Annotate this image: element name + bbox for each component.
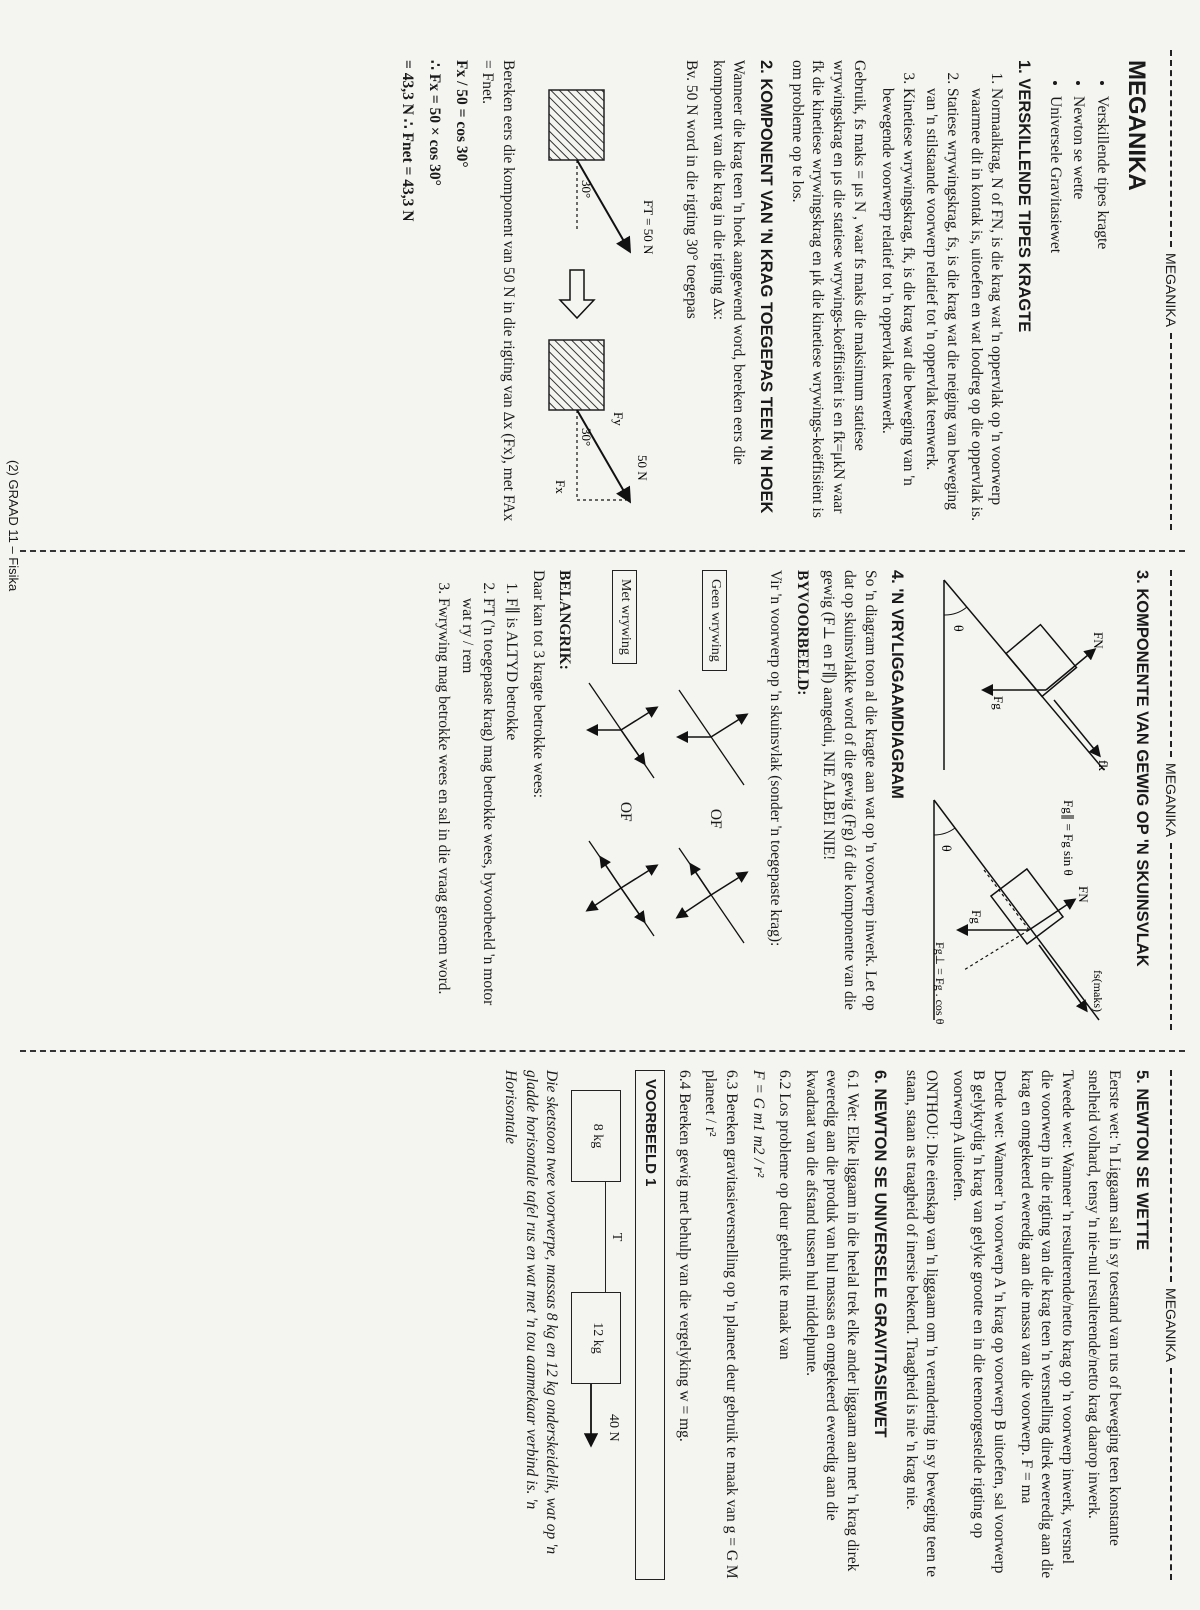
component-diagram [524,60,674,520]
example-1-box: VOORBEELD 1 [635,1070,665,1580]
header-center [1160,570,1182,1030]
theta-label-left: θ [950,625,966,632]
example-text: Vir 'n voorwerp op 'n skuinsvlak (sonder 'n toegepaste krag): [767,570,785,947]
applied-force-arrow [577,160,629,250]
section-1-title: 1. VERSKILLENDE TIPES KRAGTE [1015,60,1034,333]
section-4-text: So 'n diagram toon al die kragte aan wat op 'n voorwerp inwerk. Let op dat op skuinsvlakke word of die gewig (Fg) óf die komponente van die gewig (F⊥ en F∥) aangedui, NIE ALBEI NIE! [820,570,879,1011]
50n-label: 50 N [635,455,651,481]
incline-block-left [1006,625,1076,697]
header-right [1160,1070,1182,1580]
column-1 [30,60,1152,530]
tension-label: T [609,1232,625,1242]
force-types-list [877,60,1007,530]
section-6-title: 6. NEWTON SE UNIVERSELE GRAVITASIEWET [870,1070,889,1438]
fn-label-right: FN [1076,886,1092,903]
force-type-item: 1. Normaalkrag, N of FN, is die krag wat 'n oppervlak op 'n voorwerp waarmee dit in kontak is, uitoefen en wat loodreg op die oppervlak is. [965,88,1006,530]
fk-label-left: fk [1096,760,1112,771]
mass-block-1: 8 kg [571,1090,621,1182]
topic-item: • Verskillende tipes kragte [1091,96,1112,530]
section-2-title: 2. KOMPONENT VAN 'N KRAG TOEGEPAS TEEN 'N HOEK [757,60,776,514]
important-item: 1. F∥ is ALTYD betrokke [501,598,522,1030]
no-friction-row [674,570,754,1030]
force-type-item: 3. Kinetiese wrywingskrag, fk, is die krag wat die beweging van 'n bewegende voorwerp relatief tot 'n oppervlak teenwerk. [877,88,918,530]
section-4-title: 4. 'N VRYLIGGAAMDIAGRAM [888,570,907,799]
second-law: Tweede wet: Wanneer 'n resulterende/netto krag op 'n voorwerp inwerk, versnel die voorwerp in die rigting van die krag teen 'n versnelling direk eweredig aan die krag en omgekeerd eweredig aan die massa van die voorwerp. F = ma [1017,1070,1076,1579]
header-right-text: MEGANIKA [1163,1288,1179,1362]
fs-maks-label: fs(maks) [1091,970,1106,1012]
important-item: 2. FT ('n toegepaste krag) mag betrokke wees, byvoorbeeld 'n motor wat ry / rem [456,598,497,1030]
fg-perp-line [964,930,1029,970]
third-law: Derde wet: Wanneer 'n voorwerp A 'n krag op voorwerp B uitoefen, sal voorwerp B gelyktydig 'n krag van gelyke grootte en in die teenoorgestelde rigting op voorwerp A uitoefen. [949,1070,1009,1574]
formula-6-2: F = G m1 m2 / r² [749,1070,767,1178]
fbd-friction-2 [584,836,664,946]
mass-block-2: 12 kg [571,1292,621,1384]
fs-arrow-right [1039,945,1086,1010]
fbd-friction-1 [584,678,664,788]
calc-line-1: Fx / 50 = cos 30° [452,60,470,168]
two-mass-diagram [571,1090,625,1580]
first-law: Eerste wet: 'n Liggaam sal in sy toestand van rus of beweging teen konstante snelheid volhard, tensy 'n nie-nul resulterende/netto krag daarop inwerk. [1085,1070,1124,1546]
fbd-no-friction-1 [674,685,754,795]
no-friction-label: Geen wrywing [702,570,727,671]
calc-line-3: = 43,3 N ∴ Fnet = 43,3 N [399,60,417,222]
with-friction-label: Met wrywing [612,570,637,664]
section-2-text: Wanneer die krag teen 'n hoek aangewend word, bereken eers die komponent van die krag in die rigting Δx: [709,60,748,465]
implies-arrow-icon [560,270,594,318]
incline-diagram [924,570,1124,1030]
column-divider-2 [20,1050,1185,1052]
header-left [1160,50,1182,530]
column-2 [30,570,1152,1030]
header-left-text: MEGANIKA [1163,253,1179,327]
column-divider-1 [20,550,1185,552]
important-item: 3. Fwrywing mag betrokke wees en sal in die vraag genoem word. [433,598,454,1030]
important-title: BELANGRIK: [556,570,574,670]
fn-label-left: FN [1091,632,1107,649]
theta-label-right: θ [938,845,954,852]
fg-perp-label: Fg⊥ = Fg . cos θ [933,942,948,1025]
section-5-title: 5. NEWTON SE WETTE [1133,1070,1151,1251]
or-label-2: OF [616,801,634,822]
topic-item: • Universele Gravitasiewet [1044,96,1065,530]
example-text: Die sketstoon twee voorwerpe, massas 8 kg en 12 kg onderskeidelik, wat op 'n gladde horisontale tafel rus en wat met 'n tou aanmekaar verbind is. 'n Horisontale [502,1070,561,1555]
fn-arrow-left [1046,650,1094,690]
theta-arc-right [934,828,955,835]
remember-note: ONTHOU: Die eienskap van 'n liggaam om 'n verandering in sy beweging teen te staan, staan as traagheid of inersie bekend. Traagheid is nie 'n krag nie. [902,1070,941,1578]
right-block [549,340,604,410]
example-title: BYVOORBEELD: [793,570,811,696]
force-label: 40 N [605,1414,621,1442]
fg-par-line [984,870,1029,930]
left-block [549,90,604,160]
force-type-item: 2. Statiese wrywingskrag, fs, is die krag wat die neiging van beweging van 'n stilstaande voorwerp relatief tot 'n oppervlak teenwerk. [921,88,962,530]
fy-label: Fy [611,412,627,426]
section-6-1: 6.1 Wet: Elke liggaam in die heelal trek elke ander liggaam aan met 'n krag direk eweredig aan die produk van hul massas en omgekeerd eweredig aan die kwadraat van die afstand tussen hul middelpunte. [802,1070,862,1572]
calc-intro: Bereken eers die komponent van 50 N in die rigting van Δx (Fx), met FAx = Fnet. [479,60,517,522]
fbd-no-friction-2 [674,843,754,953]
column-3 [30,1070,1152,1580]
fk-arrow-left [1054,700,1099,755]
page-footer: (2) GRAAD 11 – Fisika [6,460,21,592]
fx-label: Fx [553,480,569,494]
important-list [433,570,521,1030]
calc-line-2: ∴ Fx = 50 × cos 30° [426,60,444,186]
section-6-2: 6.2 Los probleme op deur gebruik te maak van [776,1070,794,1360]
section-6-4: 6.4 Bereken gewig met behulp van die vergelyking w = mg. [675,1070,693,1442]
friction-text: Gebruik, fs maks = μs N , waar fs maks die maksimum statiese wrywingskrag en μs die statiese wrywings-koëffisiënt is en fk=μkN waar fk die kinetiese wrywingskrag en μk die kinetiese wrywings-koëffisiënt is om probleme op te los. [788,60,868,518]
ft-label: FT = 50 N [641,200,657,255]
page-title: MEGANIKA [1123,60,1150,191]
fg-label-right: Fg [969,910,985,924]
section-6-3: 6.3 Bereken gravitasieversnelling op 'n planeet deur gebruik te maak van g = G M planeet / r² [702,1070,740,1579]
topic-list [1044,60,1112,530]
fg-parallel-label: Fg∥ = Fg sin θ [1061,800,1077,876]
or-label: OF [706,808,724,829]
with-friction-row [584,570,664,1030]
topic-item: • Newton se wette [1068,96,1089,530]
fg-label-left: Fg [991,696,1007,710]
tension-rope [586,1182,625,1292]
header-center-text: MEGANIKA [1163,763,1179,837]
angle-label-2: 30° [579,428,595,447]
important-text: Daar kan tot 3 kragte betrokke wees: [529,570,547,799]
theta-arc-left [944,607,967,615]
section-3-title: 3. KOMPONENTE VAN GEWIG OP 'N SKUINSVLAK [1133,570,1151,967]
angle-label: 30° [579,180,595,199]
incline-block-right [991,869,1063,944]
section-2-example: Bv. 50 N word in die rigting 30° toegepas [683,60,701,319]
